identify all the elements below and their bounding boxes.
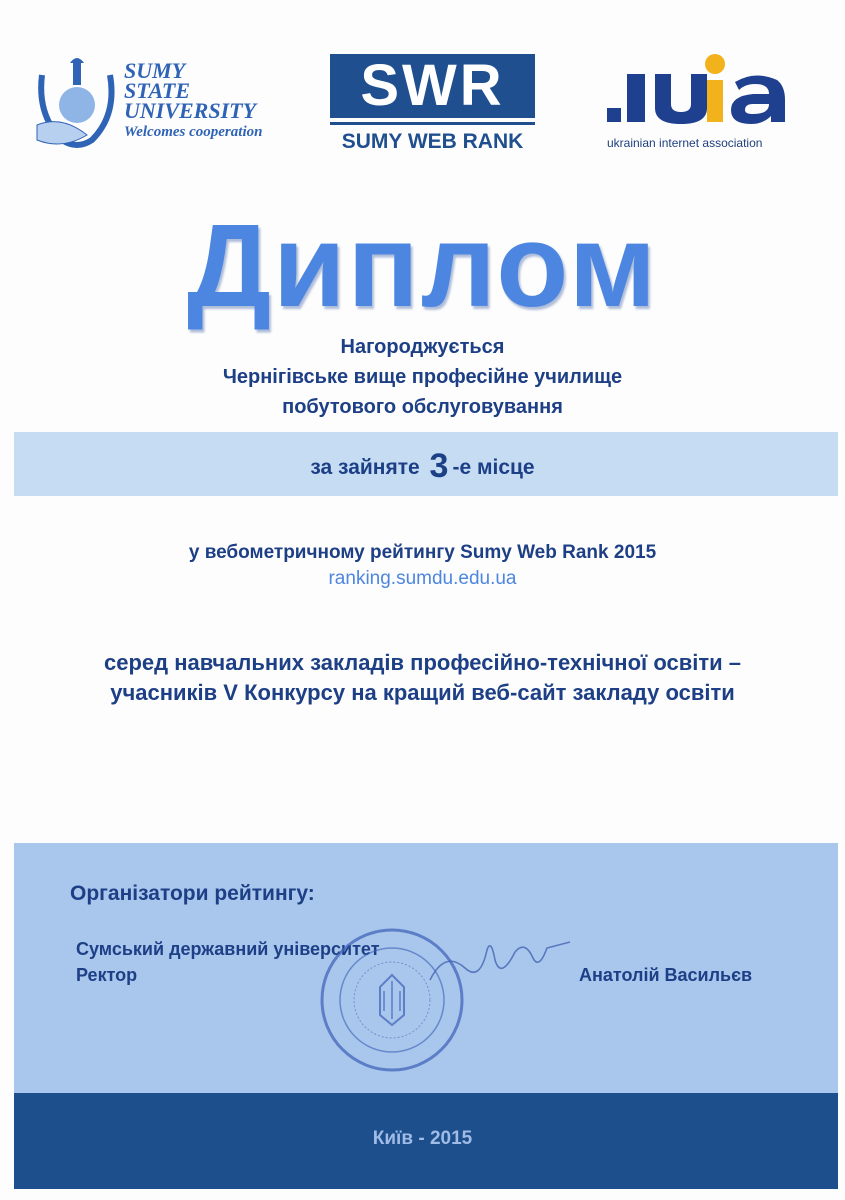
university-emblem-icon — [32, 55, 122, 155]
ssu-line3: UNIVERSITY — [124, 98, 257, 123]
place-suffix: -е місце — [452, 456, 535, 479]
swr-name: SUMY WEB RANK — [341, 130, 524, 153]
ssu-line1: SUMY — [124, 58, 186, 83]
recipient-line-2: побутового обслуговування — [282, 396, 563, 418]
awarded-text: Нагороджується — [340, 336, 505, 358]
organizer-role: Ректор — [76, 965, 138, 985]
ssu-line2: STATE — [124, 78, 191, 103]
sumy-web-rank-logo — [330, 52, 540, 157]
organizers-heading: Організатори рейтингу: — [70, 882, 315, 905]
ssu-tagline: Welcomes cooperation — [124, 124, 263, 140]
recipient-line-1: Чернігівське вище професійне училище — [222, 366, 623, 388]
place-prefix: за зайняте — [310, 456, 420, 479]
swr-divider — [330, 122, 535, 125]
diploma-title: Диплом — [186, 200, 659, 332]
uia-name: ukrainian internet association — [607, 136, 763, 150]
place-number: 3 — [429, 447, 449, 485]
ranking-url[interactable]: ranking.sumdu.edu.ua — [328, 568, 517, 589]
sumy-state-university-logo — [32, 55, 302, 155]
place-text — [0, 447, 845, 486]
ssu-wordmark — [124, 58, 263, 141]
swr-mark: SWR — [330, 54, 535, 118]
category-line-1: серед навчальних закладів професійно-технічної освіти – — [103, 650, 741, 675]
signature-icon — [425, 930, 575, 990]
uia-logo — [605, 52, 810, 152]
uia-mark-icon — [605, 52, 810, 132]
signer-name: Анатолій Васильєв — [579, 965, 753, 985]
organizer-name: Сумський державний університет — [76, 939, 380, 959]
city-year: Київ - 2015 — [372, 1128, 473, 1149]
rating-text: у вебометричному рейтингу Sumy Web Rank 2015 — [188, 542, 657, 563]
category-line-2: учасників V Конкурсу на кращий веб-сайт закладу освіти — [110, 680, 735, 705]
